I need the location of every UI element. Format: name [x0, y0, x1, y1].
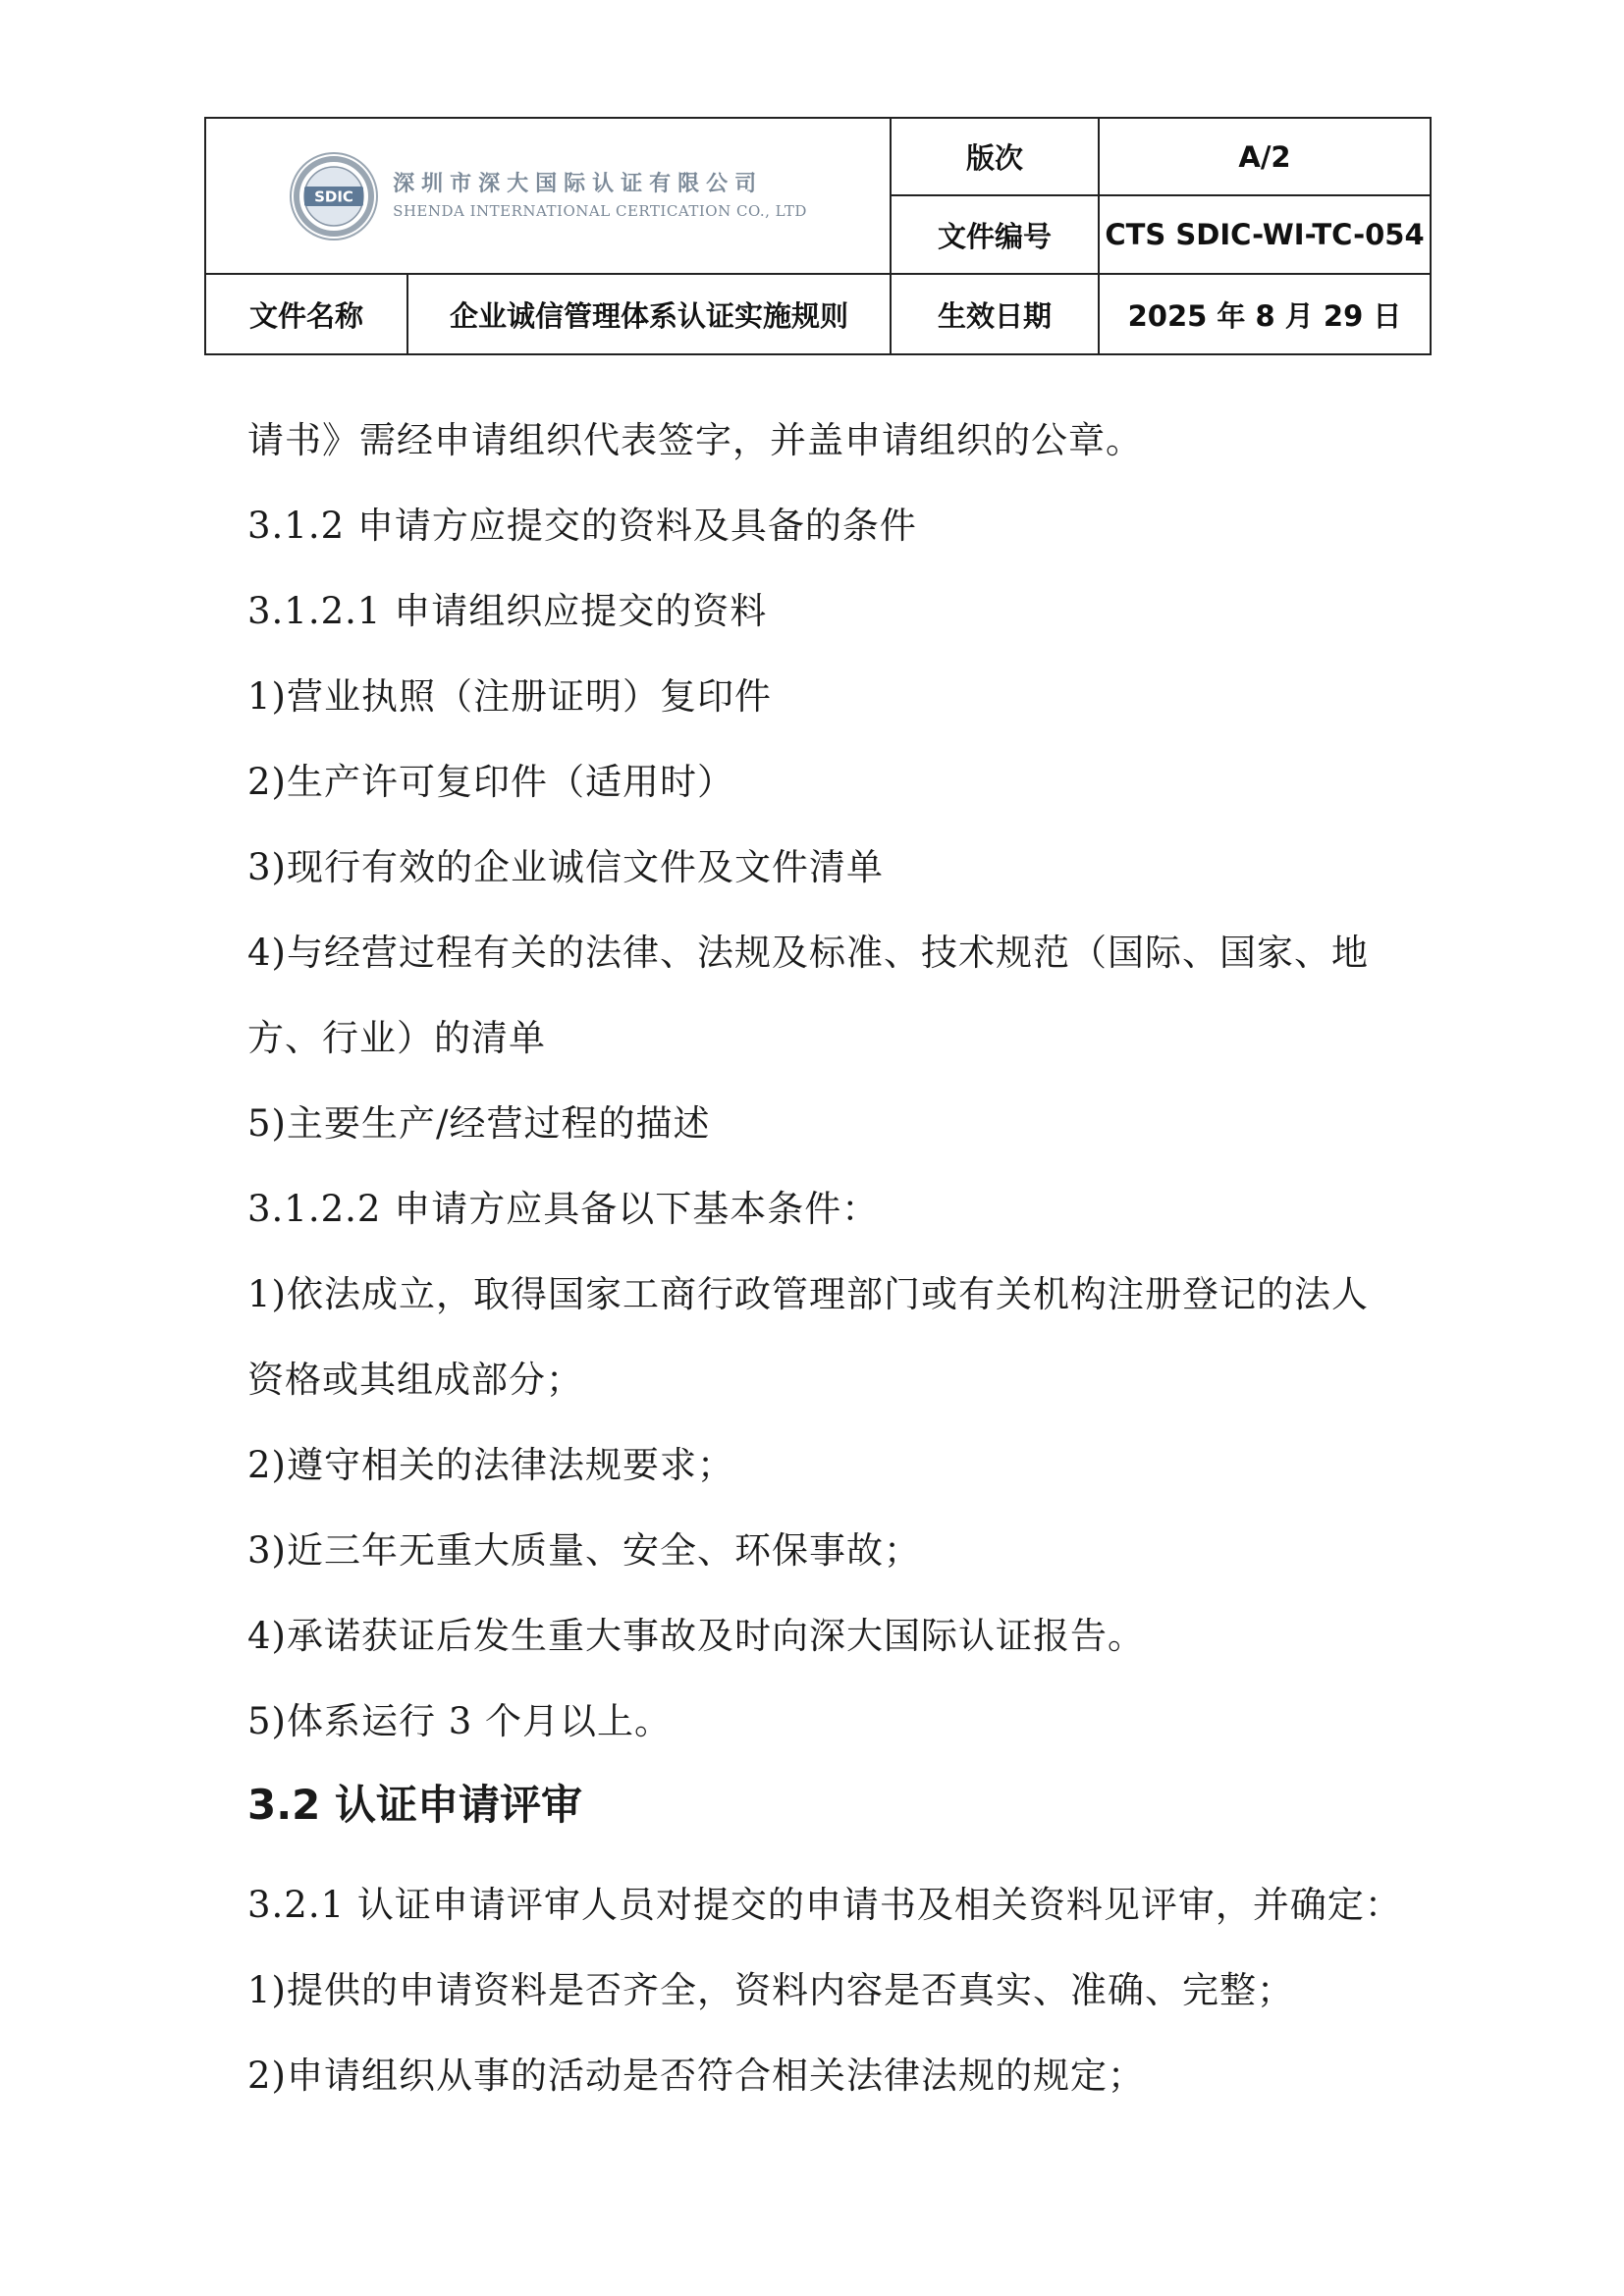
company-name-cn: 深圳市深大国际认证有限公司: [393, 172, 764, 197]
version-value: A/2: [1099, 118, 1431, 195]
list-item: 2)生产许可复印件（适用时）: [247, 761, 734, 803]
list-item: 1)提供的申请资料是否齐全，资料内容是否真实、准确、完整；: [247, 1969, 1294, 2011]
list-item: 3)近三年无重大质量、安全、环保事故；: [247, 1529, 921, 1572]
document-body: [247, 398, 1402, 2118]
version-label: 版次: [891, 118, 1099, 195]
clause-heading-3-1-2: 3.1.2 申请方应提交的资料及具备的条件: [247, 505, 917, 547]
body-line: 请书》需经申请组织代表签字，并盖申请组织的公章。: [247, 419, 1143, 461]
list-item: 2)申请组织从事的活动是否符合相关法律法规的规定；: [247, 2055, 1145, 2097]
list-item: 2)遵守相关的法律法规要求；: [247, 1444, 734, 1486]
company-name-en: SHENDA INTERNATIONAL CERTICATION CO., LTD: [393, 201, 807, 220]
effective-date-label: 生效日期: [891, 274, 1099, 354]
list-item: 4)承诺获证后发生重大事故及时向深大国际认证报告。: [247, 1615, 1145, 1657]
doc-name-label: 文件名称: [205, 274, 407, 354]
doc-number-label: 文件编号: [891, 195, 1099, 274]
doc-number-value: CTS SDIC-WI-TC-054: [1099, 195, 1431, 274]
clause-heading-3-1-2-1: 3.1.2.1 申请组织应提交的资料: [247, 590, 768, 632]
list-item: 1)依法成立，取得国家工商行政管理部门或有关机构注册登记的法人: [247, 1273, 1369, 1315]
list-item: 1)营业执照（注册证明）复印件: [247, 675, 772, 718]
effective-date-value: 2025 年 8 月 29 日: [1099, 274, 1431, 354]
company-logo-cell: [205, 118, 891, 274]
seal-text: SDIC: [314, 187, 353, 205]
section-heading-3-2: 3.2 认证申请评审: [247, 1781, 583, 1829]
clause-heading-3-2-1: 3.2.1 认证申请评审人员对提交的申请书及相关资料见评审，并确定：: [247, 1884, 1402, 1926]
document-header-table: [204, 117, 1432, 355]
list-item-continued: 方、行业）的清单: [247, 1017, 546, 1059]
list-item: 4)与经营过程有关的法律、法规及标准、技术规范（国际、国家、地: [247, 932, 1369, 974]
clause-heading-3-1-2-2: 3.1.2.2 申请方应具备以下基本条件：: [247, 1188, 880, 1230]
company-seal-icon: [289, 151, 379, 241]
list-item: 5)主要生产/经营过程的描述: [247, 1102, 711, 1145]
list-item: 3)现行有效的企业诚信文件及文件清单: [247, 846, 884, 888]
doc-name-value: 企业诚信管理体系认证实施规则: [407, 274, 891, 354]
list-item-continued: 资格或其组成部分；: [247, 1359, 583, 1401]
list-item: 5)体系运行 3 个月以上。: [247, 1700, 673, 1742]
